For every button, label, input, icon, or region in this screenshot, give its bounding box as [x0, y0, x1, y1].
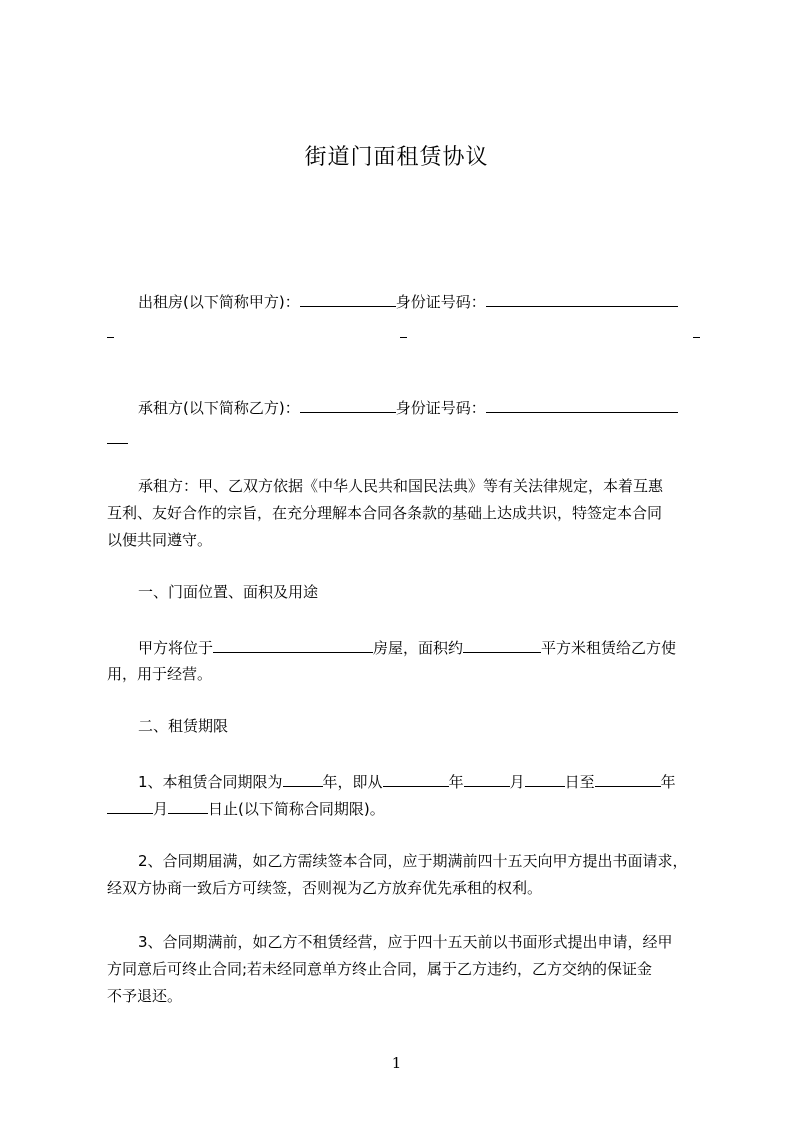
end-day-label: 日止(以下简称合同期限)。 [208, 800, 385, 818]
lessor-dash-middle [400, 322, 407, 343]
term-item-3-line-1: 3、合同期满前，如乙方不租赁经营，应于四十五天前以书面形式提出申请，经甲 [138, 933, 673, 951]
term-years-blank [283, 771, 323, 787]
lessor-id-blank [486, 291, 678, 307]
start-year-blank [383, 771, 449, 787]
term-item-2-line-1: 2、合同期届满，如乙方需续签本合同，应于期满前四十五天向甲方提出书面请求， [138, 852, 688, 870]
end-day-blank [168, 798, 208, 814]
term-from-label: 年，即从 [322, 773, 383, 791]
lessor-line [138, 291, 678, 312]
section-1-heading: 一、门面位置、面积及用途 [138, 583, 319, 601]
document-title: 街道门面租赁协议 [304, 145, 489, 170]
lessor-dash-left [107, 322, 114, 343]
area-label: 房屋，面积约 [373, 639, 464, 657]
intro-line-2: 互利、友好合作的宗旨，在充分理解本合同各条款的基础上达成共识，特签定本合同 [107, 504, 663, 522]
start-month-unit: 月 [509, 773, 525, 791]
end-year-unit: 年 [660, 773, 676, 791]
section-1-paragraph-line-2: 用，用于经营。 [107, 665, 213, 683]
term-duration-label: 1、本租赁合同期限为 [138, 773, 283, 791]
lessee-label: 承租方(以下简称乙方)： [138, 399, 300, 417]
location-blank [213, 637, 373, 653]
term-item-3-line-2: 方同意后可终止合同;若未经同意单方终止合同，属于乙方违约，乙方交纳的保证金 [107, 960, 653, 978]
lessor-name-blank [300, 291, 396, 307]
lessee-line [138, 397, 678, 418]
term-item-1-line-1 [138, 771, 676, 792]
intro-line-3: 以便共同遵守。 [107, 531, 213, 549]
end-month-blank [107, 798, 153, 814]
lessee-name-blank [300, 397, 396, 413]
intro-line-1: 承租方：甲、乙双方依据《中华人民共和国民法典》等有关法律规定，本着互惠 [138, 477, 664, 495]
lessor-id-label: 身份证号码： [395, 293, 486, 311]
term-item-1-line-2 [107, 798, 385, 819]
page-number: 1 [391, 1054, 402, 1072]
start-day-to-label: 日至 [564, 773, 595, 791]
area-blank [463, 637, 541, 653]
section-1-paragraph-line-1 [138, 637, 676, 658]
lessee-id-continuation [107, 428, 128, 449]
lessee-id-label: 身份证号码： [395, 399, 486, 417]
start-year-unit: 年 [448, 773, 464, 791]
term-item-3-line-3: 不予退还。 [107, 987, 183, 1005]
lessee-id-blank [486, 397, 678, 413]
lessor-label: 出租房(以下简称甲方)： [138, 293, 300, 311]
location-label: 甲方将位于 [138, 639, 214, 657]
start-day-blank [525, 771, 565, 787]
area-unit-text: 平方米租赁给乙方使 [541, 639, 677, 657]
section-2-heading: 二、租赁期限 [138, 717, 229, 735]
start-month-blank [464, 771, 510, 787]
lessor-dash-right [693, 322, 700, 343]
end-month-unit: 月 [153, 800, 169, 818]
end-year-blank [595, 771, 661, 787]
term-item-2-line-2: 经双方协商一致后方可续签，否则视为乙方放弃优先承租的权利。 [107, 879, 543, 897]
